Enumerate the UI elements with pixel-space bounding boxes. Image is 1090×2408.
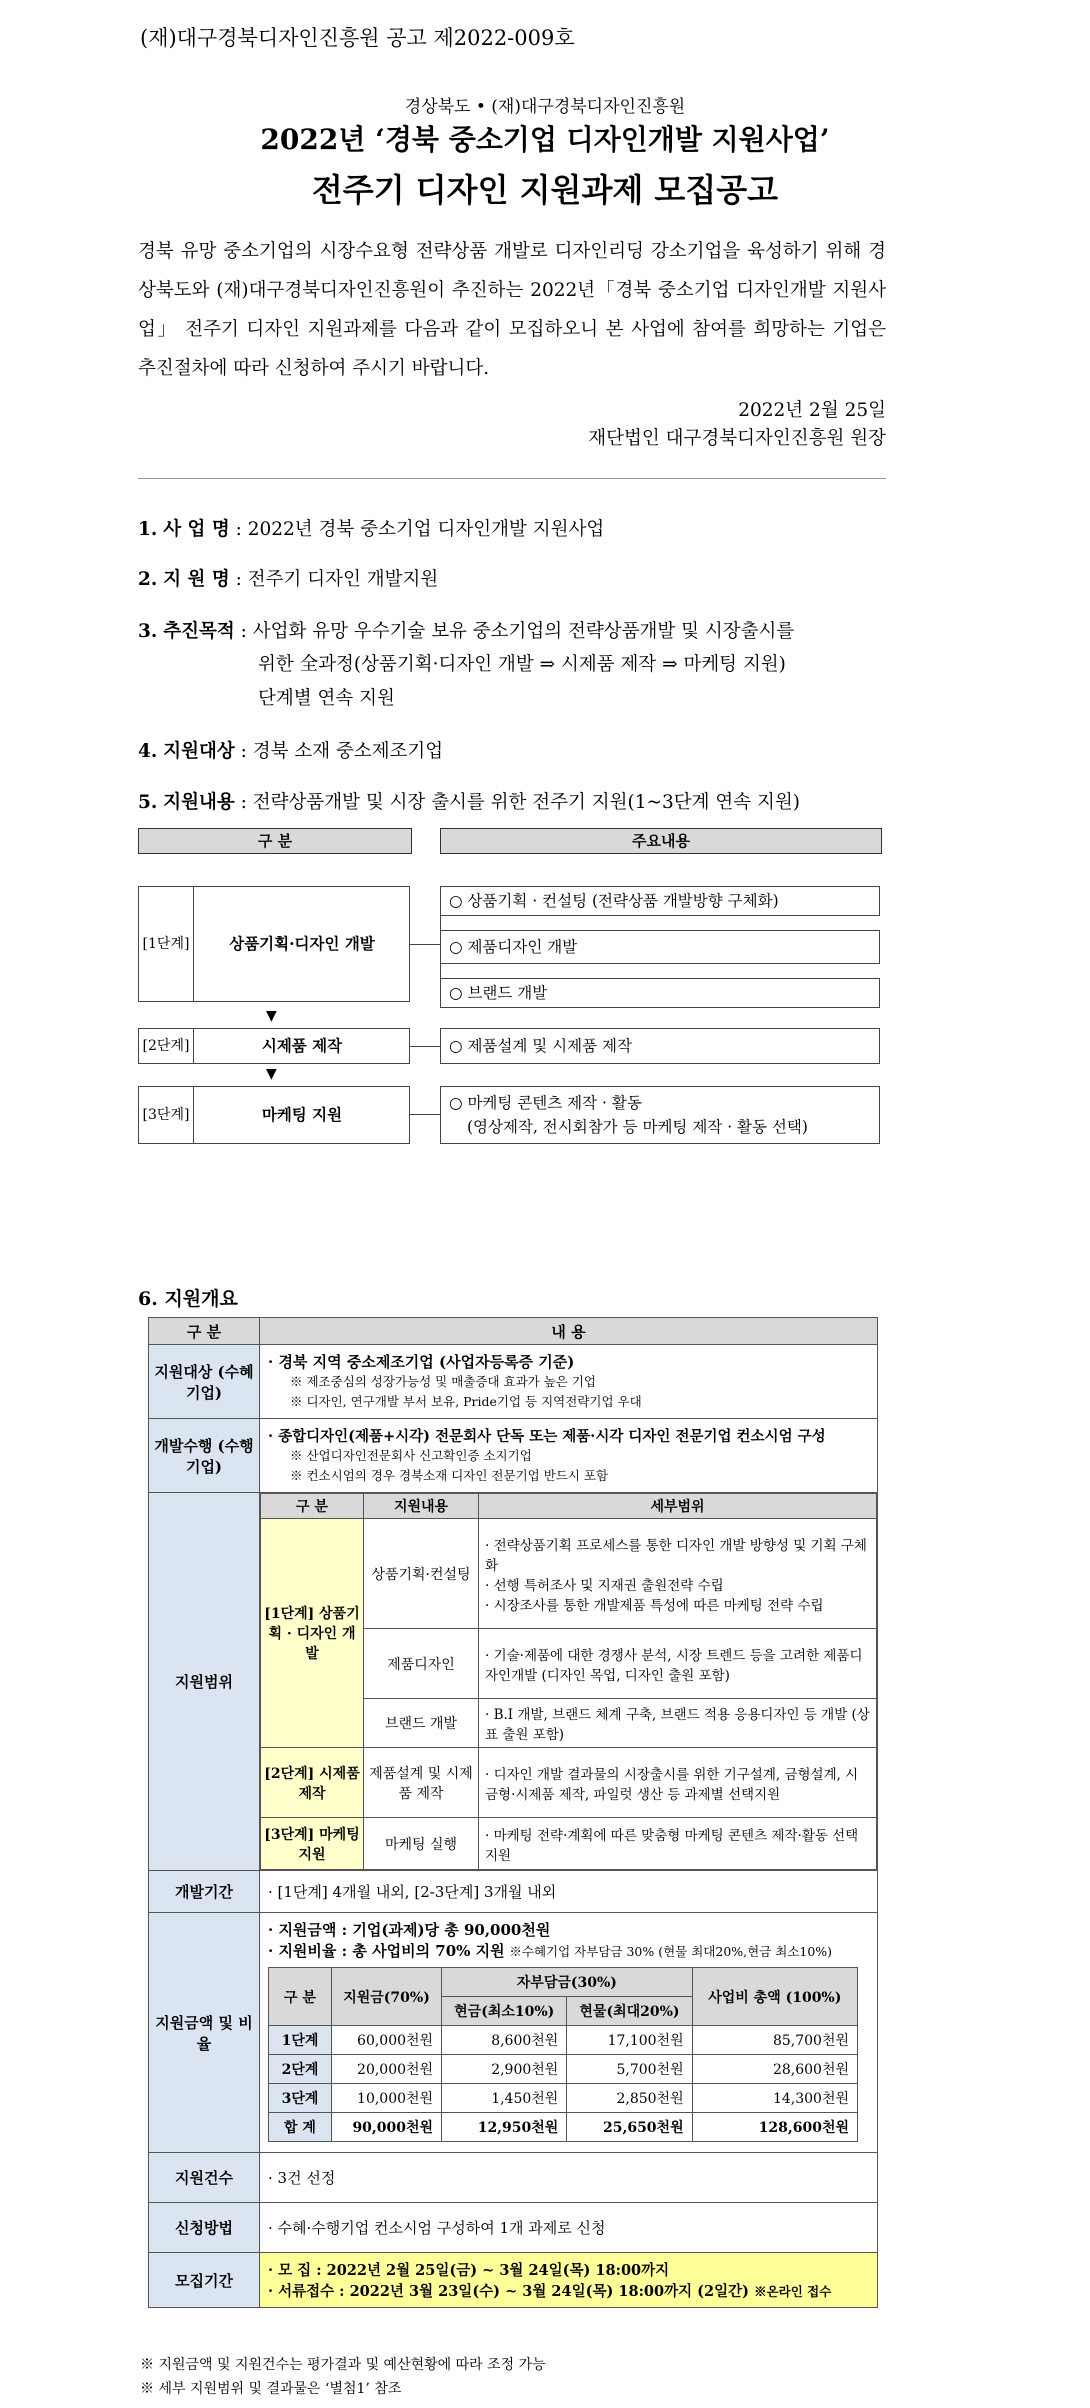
organizer-line: 경상북도 • (재)대구경북디자인진흥원 xyxy=(404,97,686,117)
item-contents: 5. 지원내용 : 전략상품개발 및 시장 출시를 위한 전주기 지원(1~3단계 연속 지원) xyxy=(138,792,801,813)
row-label-recruit: 모집기간 xyxy=(149,2253,260,2308)
scope-stage3: [3단계] 마케팅 지원 xyxy=(261,1818,364,1870)
item-purpose: 3. 추진목적 : 사업화 유망 우수기술 보유 중소기업의 전략상품개발 및 시장출시를 xyxy=(138,621,795,642)
row-label-executor: 개발수행 (수행기업) xyxy=(149,1419,260,1493)
item-support-name: 2. 지 원 명 : 전주기 디자인 개발지원 xyxy=(138,569,439,590)
arrow-down-icon: ▼ xyxy=(266,1008,277,1024)
stage1-content-2: ○ 제품디자인 개발 xyxy=(440,930,880,964)
notice-date: 2022년 2월 25일 xyxy=(738,400,886,421)
notice-title: 2022년 ‘경북 중소기업 디자인개발 지원사업’ xyxy=(260,123,830,156)
item-target: 4. 지원대상 : 경북 소재 중소제조기업 xyxy=(138,741,444,762)
footnote-1: ※ 지원금액 및 지원건수는 평가결과 및 예산현황에 따라 조정 가능 xyxy=(140,2357,546,2373)
notice-subtitle: 전주기 디자인 지원과제 모집공고 xyxy=(311,171,779,209)
scope-stage1: [1단계] 상품기획 · 디자인 개발 xyxy=(261,1519,364,1748)
row-label-count: 지원건수 xyxy=(149,2153,260,2203)
scope-stage2: [2단계] 시제품 제작 xyxy=(261,1748,364,1818)
scope-table: 구 분 지원내용 세부범위 [1단계] 상품기획 · 디자인 개발 상품기획·컨설팅 · 전략상품기획 프로세스를 통한 디자인 개발 방향성 및 기획 구체화 · 선행 특허조사 및 지재권 출원전략 수립 · 시장조사를 통한 개발제품 특성에 따른 마케팅 전략 수립 제품디자인 · 기술·제품에 대한 경쟁사 분석, 시장 트렌드 등을 고려한 제품디자인개발 (디자인 목업, 디자인 출원 포함) 브랜드 개발 · B.I 개발, 브랜드 체계 구축, 브랜드 적용 응용디자인 등 개발 (상표 출원 포함) [2단계] 시제품 제작 제품설계 및 시제품 제작 · 디자인 개발 결과물의 시장출시를 위한 기구설계, 금형설계, 시금형·시제품 제작, 파일럿 생산 등 과제별 선택지원 [3단계] 마케팅 지원 마케팅 실행 · 마케팅 전략·계획에 따른 맞춤형 마케팅 콘텐츠 제작·활동 선택지원 xyxy=(260,1493,877,1870)
flow-header-contents: 주요내용 xyxy=(440,828,882,854)
item-purpose-line3: 단계별 연속 지원 xyxy=(258,688,395,709)
divider xyxy=(138,478,886,479)
stage1-content-3: ○ 브랜드 개발 xyxy=(440,978,880,1008)
stage1-box: [1단계] 상품기획·디자인 개발 xyxy=(138,886,410,1002)
footnote-2: ※ 세부 지원범위 및 결과물은 ‘별첨1’ 참조 xyxy=(140,2381,402,2397)
flow-header-stage: 구 분 xyxy=(138,828,412,854)
row-label-period: 개발기간 xyxy=(149,1871,260,1913)
arrow-down-icon: ▼ xyxy=(266,1066,277,1082)
signer: 재단법인 대구경북디자인진흥원 원장 xyxy=(588,428,886,449)
stage3-content: ○ 마케팅 콘텐츠 제작 · 활동 (영상제작, 전시회참가 등 마케팅 제작 · 활동 선택) xyxy=(440,1086,880,1144)
stage3-box: [3단계] 마케팅 지원 xyxy=(138,1086,410,1144)
row-label-scope: 지원범위 xyxy=(149,1493,260,1871)
row-label-target: 지원대상 (수혜기업) xyxy=(149,1345,260,1419)
notice-number: (재)대구경북디자인진흥원 공고 제2022-009호 xyxy=(140,26,575,50)
overview-table: 구 분 내 용 지원대상 (수혜기업) · 경북 지역 중소제조기업 (사업자등록증 기준) ※ 제조중심의 성장가능성 및 매출증대 효과가 높은 기업 ※ 디자인, 연구개발 부서 보유, Pride기업 등 지역전략기업 우대 개발수행 (수행기업) · 종합디자인(제품+시각) 전문회사 단독 또는 제품·시각 디자인 전문기업 컨소시엄 구성 ※ 산업디자인전문회사 신고확인증 소지기업 ※ 컨소시엄의 경우 경북소재 디자인 전문기업 반드시 포함 지원범위 구 분 지원내용 세부범위 [1단계] 상품기획 · 디자인 개발 상품기획·컨설팅 · 전략상품기획 프로세스를 통한 디자인 개발 방향성 및 기획 구체화 · 선행 특허조사 및 지재권 출원전략 수립 · 시장조사를 통한 개발제품 특성에 따른 마케팅 전략 수립 제품디자인 · 기술·제품에 대한 경쟁사 분석, 시장 트렌드 등을 고려한 제품디자인개발 (디자인 목업, 디자인 출원 포함) 브랜드 개발 · B.I 개발, 브랜드 체계 구축, 브랜드 적용 응용디자인 등 개발 (상표 출원 포함) [2단계] 시제품 제작 제품설계 및 시제품 제작 · 디자인 개발 결과물의 시장출시를 위한 기구설계, 금형설계, 시금형·시제품 제작, 파일럿 생산 등 과제별 선택지원 [3단계] 마케팅 지원 마케팅 실행 · 마케팅 전략·계획에 따른 맞춤형 마케팅 콘텐츠 제작·활동 선택지원 개발기간 · [1단계] 4개월 내외, [2-3단계] 3개월 내외 지원금액 및 비율 · 지원금액 : 기업(과제)당 총 90,000천원 · 지원비율 : 총 사업비의 70% 지원 ※수혜기업 자부담금 30% (현물 최대20%,현금 최소10%) 구 분 지원금(70%) 자부담금(30%) 사업비 총액 (100%) 현금(최소10%) 현물(최대20%) 1단계 60,000천원 8,600천원 17,100천원 85,700천원 2단계 20,000천원 2,900천원 5,700천원 28,600천원 3단계 10,000천원 1,450천원 2,850천원 14,300천원 합 계 90,000천원 12,950천원 25,650천원 128,600천원 지원건수 · 3건 선정 신청방법 · 수혜·수행기업 컨소시엄 구성하여 1개 과제로 신청 모집기간 · 모 집 : 2022년 2월 25일(금) ~ 3월 24일(목) 18:00까지 · 서류접수 : 2022년 3월 23일(수) ~ 3월 24일(목) 18:00까지 (2일간) ※온라인 접수 xyxy=(148,1317,878,2308)
item-business-name: 1. 사 업 명 : 2022년 경북 중소기업 디자인개발 지원사업 xyxy=(138,519,605,540)
intro-paragraph: 경북 유망 중소기업의 시장수요형 전략상품 개발로 디자인리딩 강소기업을 육성하기 위해 경상북도와 (재)대구경북디자인진흥원이 추진하는 2022년「경북 중소기업 디자인개발 지원사업」 전주기 디자인 지원과제를 다음과 같이 모집하오니 본 사업에 참여를 희망하는 기업은 추진절차에 따라 신청하여 주시기 바랍니다. xyxy=(138,241,886,379)
stage2-content-1: ○ 제품설계 및 시제품 제작 xyxy=(440,1028,880,1064)
row-label-method: 신청방법 xyxy=(149,2203,260,2253)
row-label-budget: 지원금액 및 비율 xyxy=(149,1913,260,2153)
item-purpose-line2: 위한 全과정(상품기획·디자인 개발 ⇒ 시제품 제작 ⇒ 마케팅 지원) xyxy=(258,654,786,675)
budget-table: 구 분 지원금(70%) 자부담금(30%) 사업비 총액 (100%) 현금(최소10%) 현물(최대20%) 1단계 60,000천원 8,600천원 17,100천원 85,700천원 2단계 20,000천원 2,900천원 5,700천원 28,600천원 3단계 10,000천원 1,450천원 2,850천원 14,300천원 합 계 90,000천원 12,950천원 25,650천원 128,600천원 xyxy=(268,1967,858,2142)
stage1-content-1: ○ 상품기획 · 컨설팅 (전략상품 개발방향 구체화) xyxy=(440,886,880,916)
overview-heading: 6. 지원개요 xyxy=(138,1288,238,1310)
stage2-box: [2단계] 시제품 제작 xyxy=(138,1028,410,1064)
